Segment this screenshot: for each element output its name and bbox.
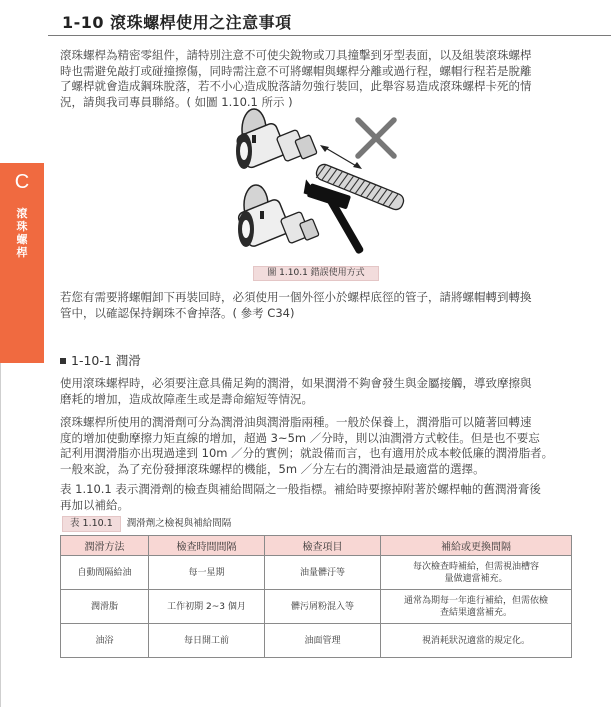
square-bullet-icon xyxy=(60,358,66,364)
text-line: 滾珠螺桿為精密零組件，請特別注意不可使尖銳物或刀具撞擊到牙型表面，以及組裝滾珠螺桿 xyxy=(60,48,532,62)
screw-shaft-icon xyxy=(314,162,405,211)
table-header-cell: 檢查項目 xyxy=(265,536,381,556)
lubrication-paragraph-3 xyxy=(60,482,576,513)
incorrect-usage-figure xyxy=(210,107,415,265)
chapter-side-tab xyxy=(0,163,44,363)
table-cell: 油面管理 xyxy=(265,624,381,658)
table-number: 表 1.10.1 xyxy=(62,516,121,532)
table-cell: 通常為期每一年進行補給，但需依檢查結果適當補充。 xyxy=(381,590,572,624)
table-cell: 油量髒汙等 xyxy=(265,556,381,590)
left-margin-rule xyxy=(0,363,1,707)
text-line: 滾珠螺桿所使用的潤滑劑可分為潤滑油與潤滑脂兩種。一般於保養上，潤滑脂可以隨著回轉速 xyxy=(60,415,532,429)
after-figure-paragraph xyxy=(60,290,576,321)
table-cell: 視消耗狀況適當的規定化。 xyxy=(381,624,572,658)
text-line: 時也需避免敲打或碰撞擦傷，同時需注意不可將螺帽與螺桿分離或過行程，螺帽行程若是脫離 xyxy=(60,63,532,78)
table-row xyxy=(61,624,572,658)
lubrication-paragraph-2 xyxy=(60,415,576,477)
chapter-letter: C xyxy=(14,171,30,193)
table-cell: 工作初期 2~3 個月 xyxy=(149,590,265,624)
lubrication-heading xyxy=(60,351,141,369)
title-divider xyxy=(48,35,611,36)
lubrication-paragraph-1 xyxy=(60,376,576,407)
text-line: 度的增加使動摩擦力矩直線的增加，超過 3~5m ／分時，則以油潤滑方式較佳。但是也不要忘 xyxy=(60,430,540,445)
table-header-cell: 檢查時間間隔 xyxy=(149,536,265,556)
lubrication-table xyxy=(60,535,572,658)
text-line: 一般來說，為了充份發揮滾珠螺桿的機能，5m ／分左右的潤滑油是最適當的選擇。 xyxy=(60,461,485,476)
wrong-x-mark-icon xyxy=(358,120,394,156)
table-row xyxy=(61,556,572,590)
table-title: 潤滑劑之檢視與補給間隔 xyxy=(126,518,232,529)
table-header-cell: 補給或更換間隔 xyxy=(381,536,572,556)
figure-caption: 圖 1.10.1 錯誤使用方式 xyxy=(253,266,379,281)
ball-nut-bottom-icon xyxy=(237,185,319,248)
table-header-cell: 潤滑方法 xyxy=(61,536,149,556)
table-cell: 髒污屑粉混入等 xyxy=(265,590,381,624)
intro-paragraph xyxy=(60,48,576,110)
table-label xyxy=(62,515,231,531)
text-line: 況，請與我司專員聯絡。( 如圖 1.10.1 所示 ) xyxy=(60,94,293,109)
table-cell: 自動間隔給油 xyxy=(61,556,149,590)
text-line: 再加以補給。 xyxy=(60,497,129,512)
chapter-name: 滾珠螺桿 xyxy=(16,207,28,259)
text-line: 磨耗的增加，造成故障產生或是壽命縮短等情況。 xyxy=(60,391,313,406)
text-line: 記利用潤滑脂亦出現過達到 10m ／分的實例；就設備而言，也有適用於成本較低廉的潤滑脂者。 xyxy=(60,446,554,460)
text-line: 表 1.10.1 表示潤滑劑的檢查與補給間隔之一般指標。補給時要擦掉附著於螺桿軸的舊潤滑膏後 xyxy=(60,482,541,496)
lubrication-heading-text: 1-10-1 潤滑 xyxy=(71,353,141,368)
table-cell: 每次檢查時補給，但需視油槽容量做適當補充。 xyxy=(381,556,572,590)
text-line: 管中，以確認保持鋼珠不會掉落。( 參考 C34) xyxy=(60,305,295,320)
text-line: 使用滾珠螺桿時，必須要注意具備足夠的潤滑，如果潤滑不夠會發生與金屬接觸，導致摩擦與 xyxy=(60,376,532,390)
text-line: 了螺桿就會造成鋼珠脫落，若不小心造成脫落請勿強行裝回，此舉容易造成滾珠螺桿卡死的情 xyxy=(60,79,532,93)
table-cell: 潤滑脂 xyxy=(61,590,149,624)
text-line: 若您有需要將螺帽卸下再裝回時，必須使用一個外徑小於螺桿底徑的管子，請將螺帽轉到轉換 xyxy=(60,290,532,304)
table-row xyxy=(61,590,572,624)
section-title: 1-10 滾珠螺桿使用之注意事項 xyxy=(62,13,292,32)
table-cell: 每一星期 xyxy=(149,556,265,590)
table-header-row xyxy=(61,536,572,556)
ball-nut-top-icon xyxy=(235,109,317,169)
table-cell: 每日開工前 xyxy=(149,624,265,658)
table-cell: 油浴 xyxy=(61,624,149,658)
